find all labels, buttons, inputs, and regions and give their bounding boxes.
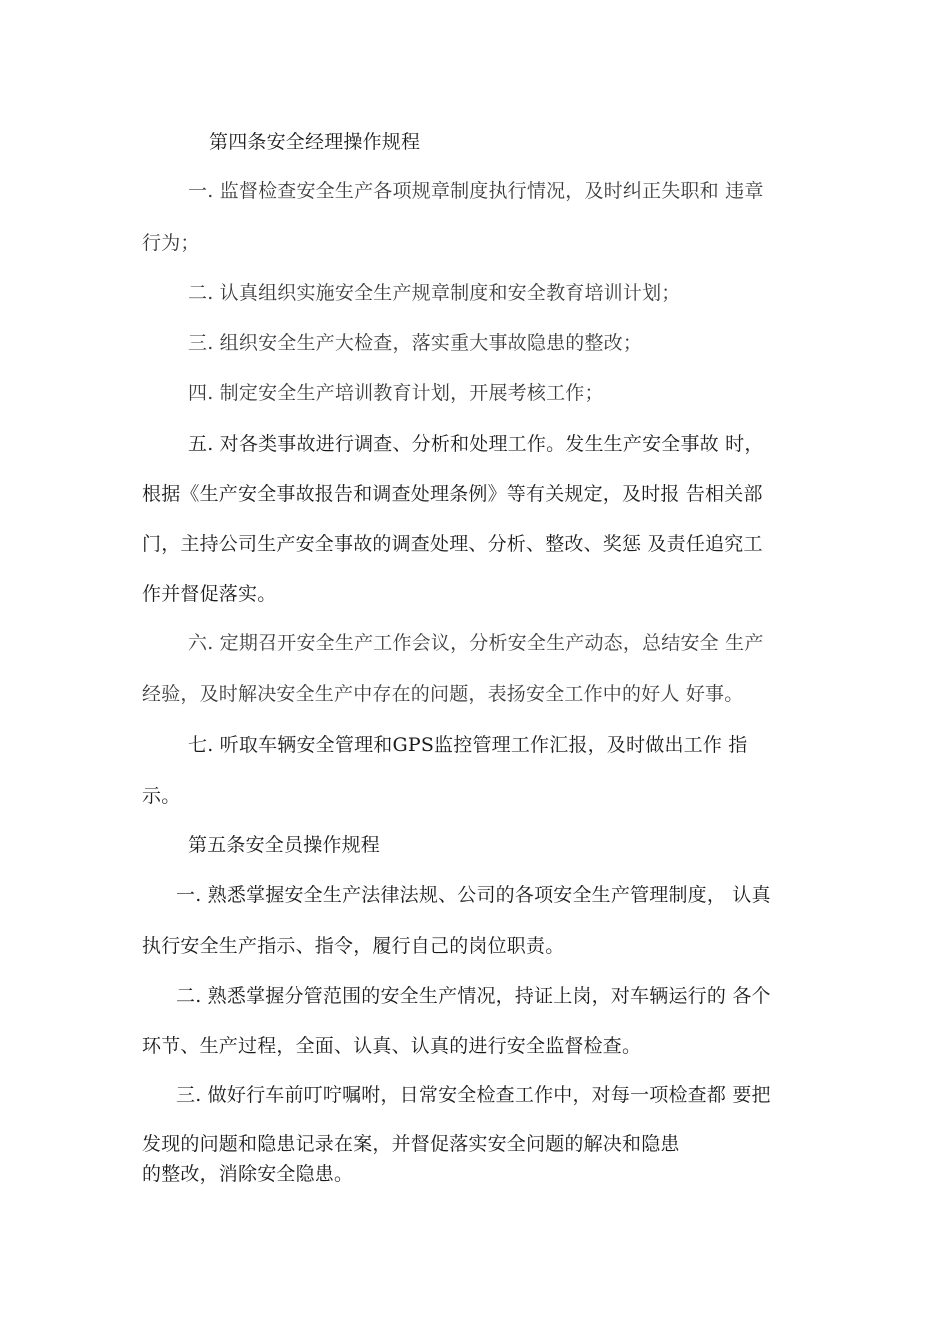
section-4-item-1-line-2: 行为；: [142, 232, 200, 254]
section-4-item-5-line-4: 作并督促落实。: [142, 583, 277, 605]
section-4-item-6-line-1: 六. 定期召开安全生产工作会议，分析安全生产动态，总结安全 生产: [188, 632, 764, 654]
section-4-item-1-line-1: 一. 监督检查安全生产各项规章制度执行情况，及时纠正失职和 违章: [188, 180, 764, 202]
section-5-item-1-line-1: 一. 熟悉掌握安全生产法律法规、公司的各项安全生产管理制度， 认真: [176, 884, 771, 906]
section-5-item-2-line-2: 环节、生产过程，全面、认真、认真的进行安全监督检查。: [142, 1035, 642, 1057]
section-4-item-3-line-1: 三. 组织安全生产大检查，落实重大事故隐患的整改；: [188, 332, 643, 354]
section-4-item-5-line-3: 门，主持公司生产安全事故的调查处理、分析、整改、奖惩 及责任追究工: [142, 533, 763, 555]
section-4-item-2-line-1: 二. 认真组织实施安全生产规章制度和安全教育培训计划；: [188, 282, 681, 304]
section-4-item-4-line-1: 四. 制定安全生产培训教育计划，开展考核工作；: [188, 382, 604, 404]
section-5-item-1-line-2: 执行安全生产指示、指令，履行自己的岗位职责。: [142, 935, 565, 957]
section-4-item-6-line-2: 经验，及时解决安全生产中存在的问题，表扬安全工作中的好人 好事。: [142, 683, 744, 705]
section-4-item-7-line-2: 示。: [142, 785, 181, 807]
section-5-heading: 第五条安全员操作规程: [188, 834, 381, 856]
section-4-item-5-line-2: 根据《生产安全事故报告和调查处理条例》等有关规定，及时报 告相关部: [142, 483, 763, 505]
section-4-item-7-line-1: 七. 听取车辆安全管理和GPS监控管理工作汇报，及时做出工作 指: [188, 734, 748, 756]
section-5-item-2-line-1: 二. 熟悉掌握分管范围的安全生产情况，持证上岗，对车辆运行的 各个: [176, 985, 771, 1007]
section-5-item-3-line-1: 三. 做好行车前叮咛嘱咐，日常安全检查工作中，对每一项检查都 要把: [176, 1084, 771, 1106]
section-5-item-3-line-3: 的整改，消除安全隐患。: [142, 1163, 354, 1185]
section-4-heading: 第四条安全经理操作规程: [209, 131, 421, 153]
section-5-item-3-line-2: 发现的问题和隐患记录在案，并督促落实安全问题的解决和隐患: [142, 1133, 680, 1155]
section-4-item-5-line-1: 五. 对各类事故进行调查、分析和处理工作。发生生产安全事故 时，: [188, 433, 764, 455]
